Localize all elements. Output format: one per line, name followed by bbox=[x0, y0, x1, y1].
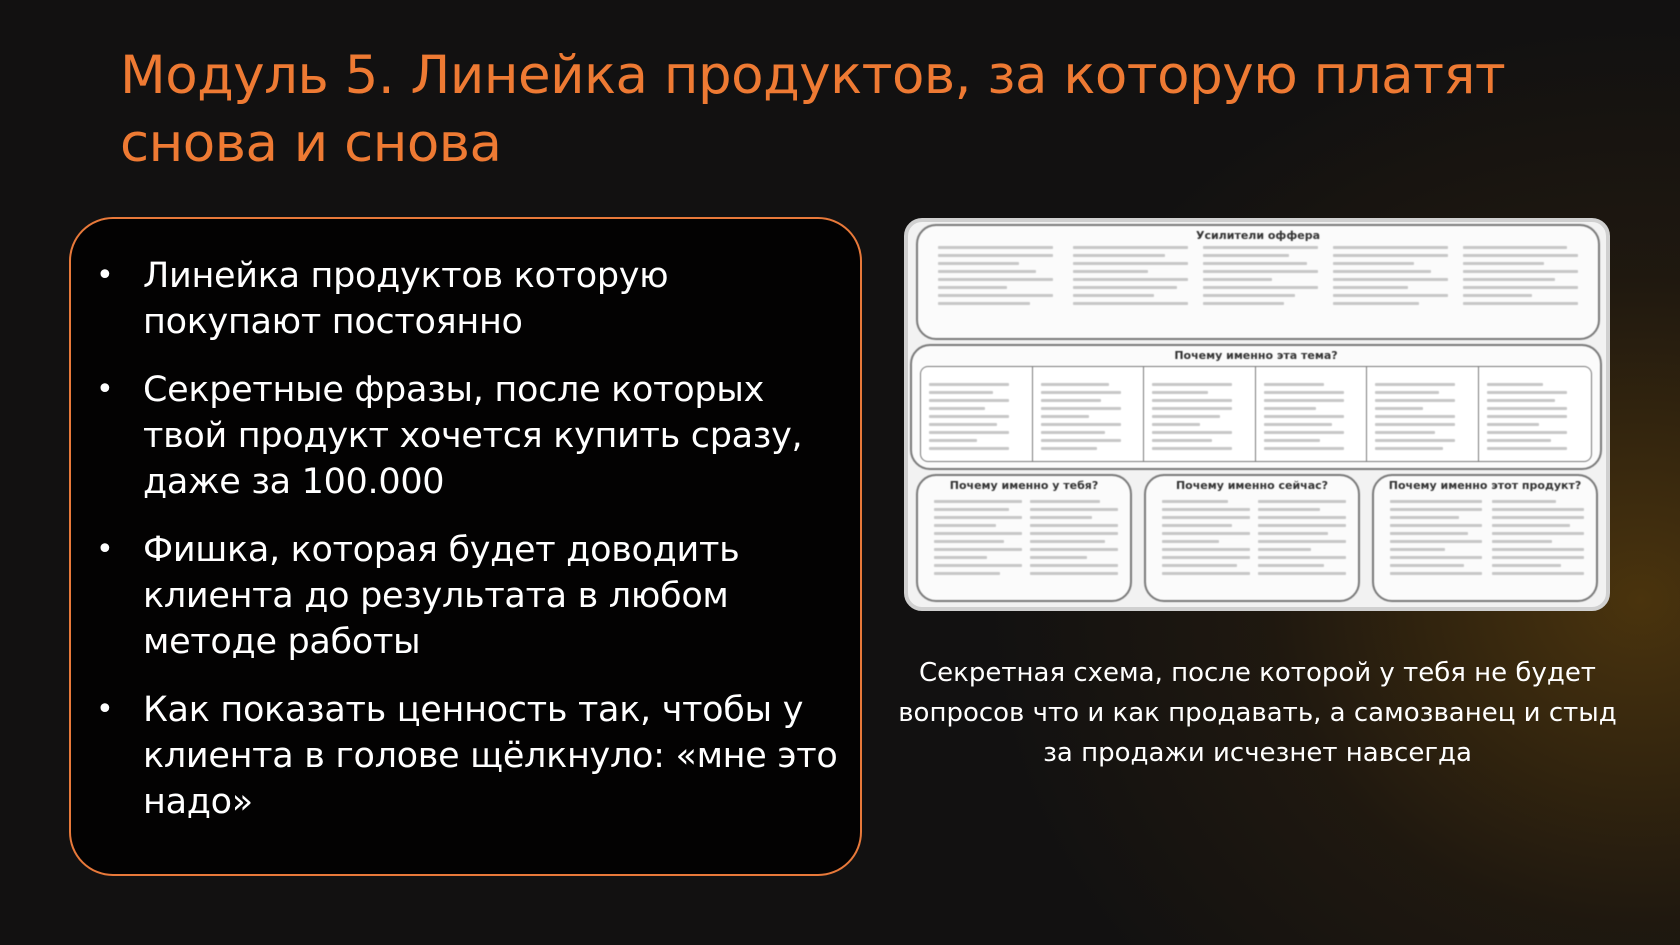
bullet-item bbox=[71, 253, 860, 345]
scheme-placeholder-text bbox=[1152, 383, 1232, 455]
scheme-placeholder-text bbox=[1492, 500, 1584, 580]
scheme-placeholder-text bbox=[1041, 383, 1121, 455]
scheme-column bbox=[1144, 367, 1256, 461]
bullet-dot-icon: • bbox=[96, 372, 114, 407]
scheme-placeholder-text bbox=[1162, 500, 1250, 580]
bullet-item bbox=[71, 367, 860, 505]
scheme-column bbox=[1367, 367, 1479, 461]
scheme-placeholder-text bbox=[1258, 500, 1346, 580]
bullet-item bbox=[71, 687, 860, 825]
bullet-item bbox=[71, 527, 860, 665]
scheme-section-title: Усилители оффера bbox=[1195, 229, 1321, 242]
scheme-placeholder-text bbox=[1487, 383, 1567, 455]
scheme-content bbox=[908, 222, 1606, 607]
scheme-placeholder-text bbox=[1203, 246, 1318, 310]
scheme-placeholder-text bbox=[1390, 500, 1482, 580]
image-caption: Секретная схема, после которой у тебя не будет вопросов что и как продавать, а самозванец и стыд за продажи исчезнет навсегда bbox=[898, 658, 1617, 768]
scheme-section-title: Почему именно у тебя? bbox=[949, 479, 1099, 492]
scheme-placeholder-text bbox=[1264, 383, 1344, 455]
bullet-list bbox=[71, 253, 860, 847]
scheme-column bbox=[1479, 367, 1591, 461]
scheme-placeholder-text bbox=[929, 383, 1009, 455]
bullet-text: Как показать ценность так, чтобы у клиента в голове щёлкнуло: «мне это надо» bbox=[143, 690, 838, 822]
scheme-section-bottom-center bbox=[1144, 474, 1360, 602]
scheme-placeholder-text bbox=[938, 246, 1053, 310]
scheme-placeholder-text bbox=[1333, 246, 1448, 310]
bullet-dot-icon: • bbox=[96, 692, 114, 727]
slide-title: Модуль 5. Линейка продуктов, за которую платят снова и снова bbox=[120, 45, 1506, 174]
scheme-section-middle bbox=[910, 344, 1602, 470]
scheme-section-title: Почему именно сейчас? bbox=[1175, 479, 1329, 492]
scheme-placeholder-text bbox=[1463, 246, 1578, 310]
scheme-section-title: Почему именно эта тема? bbox=[1174, 349, 1338, 362]
scheme-column bbox=[1033, 367, 1145, 461]
scheme-placeholder-text bbox=[1375, 383, 1455, 455]
scheme-section-bottom-right bbox=[1372, 474, 1598, 602]
offer-scheme-image bbox=[904, 218, 1610, 611]
scheme-section-title: Почему именно этот продукт? bbox=[1388, 479, 1582, 492]
scheme-section-bottom-left bbox=[916, 474, 1132, 602]
scheme-placeholder-text bbox=[934, 500, 1022, 580]
bullet-dot-icon: • bbox=[96, 258, 114, 293]
bullet-text: Секретные фразы, после которых твой продукт хочется купить сразу, даже за 100.000 bbox=[143, 370, 803, 502]
scheme-placeholder-text bbox=[1073, 246, 1188, 310]
scheme-column bbox=[921, 367, 1033, 461]
bullet-panel bbox=[69, 217, 862, 876]
scheme-column bbox=[1256, 367, 1368, 461]
bullet-text: Линейка продуктов которую покупают постоянно bbox=[143, 256, 669, 342]
bullet-text: Фишка, которая будет доводить клиента до результата в любом методе работы bbox=[143, 530, 740, 662]
scheme-section-top bbox=[916, 224, 1600, 340]
scheme-columns bbox=[920, 366, 1592, 462]
bullet-dot-icon: • bbox=[96, 532, 114, 567]
scheme-placeholder-text bbox=[1030, 500, 1118, 580]
